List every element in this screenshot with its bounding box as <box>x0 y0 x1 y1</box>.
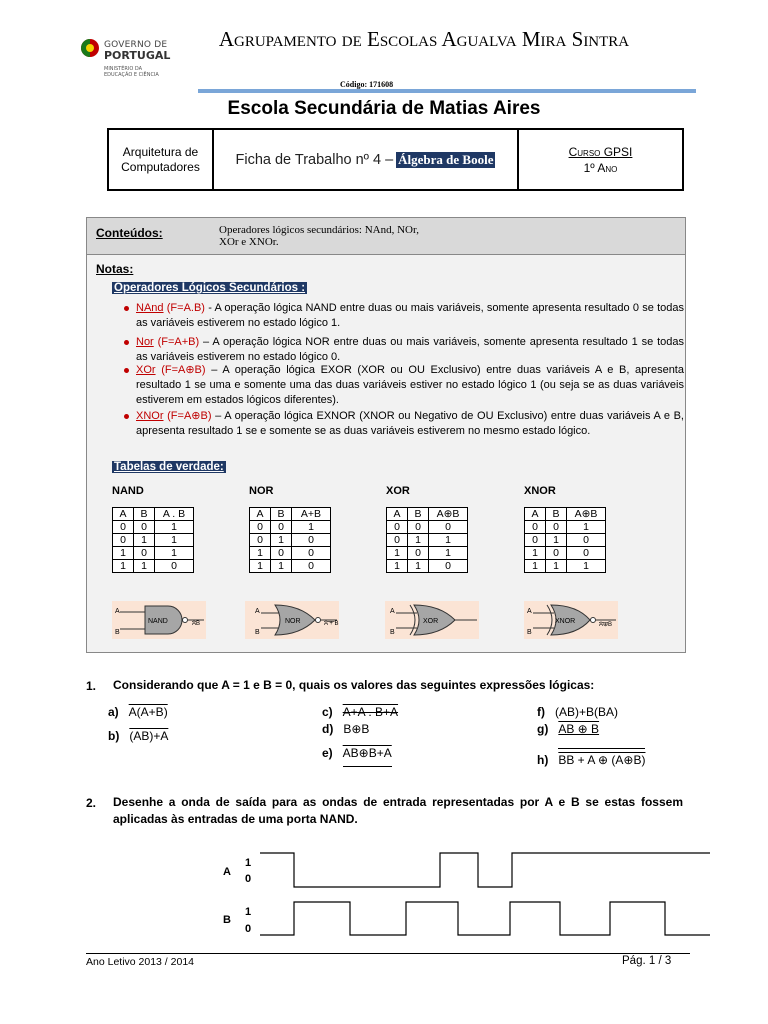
xor-gate-icon <box>385 601 479 639</box>
wave-a-low: 0 <box>245 873 252 885</box>
cell: 0 <box>292 547 331 560</box>
gate-name: NOR <box>285 618 301 625</box>
xnor-gate-icon <box>524 601 618 639</box>
xnor-name: XNOr <box>136 410 164 422</box>
cell: 1 <box>113 560 134 573</box>
gate-input-a: A <box>527 608 532 615</box>
q1-d-expr: B⊕B <box>343 722 370 736</box>
cell: 1 <box>546 560 567 573</box>
cell: 1 <box>387 547 408 560</box>
waveform-diagram <box>210 845 710 945</box>
q1-h-expr: BB + A ⊕ (A⊕B) <box>558 748 645 767</box>
q1-e-expr: AB⊕B+A <box>343 746 392 767</box>
cell: 1 <box>525 547 546 560</box>
course-name: Curso GPSI <box>568 144 633 159</box>
bullet-xnor: XNOr (F=A⊕B) – A operação lógica EXNOR (XNOR ou Negativo de OU Exclusivo) entre duas variáveis A e B, apresenta resultado 1 se e somente se as duas variáveis estiverem no mesmo estado lógico. <box>136 410 684 437</box>
q1-g-expr: AB ⊕ B <box>558 722 600 736</box>
subject-line2: Computadores <box>121 159 200 174</box>
cell: 1 <box>546 534 567 547</box>
q1-c <box>322 705 398 719</box>
th-b: B <box>271 508 292 521</box>
xnor-text: – A operação lógica EXNOR (XNOR ou Negativo de OU Exclusivo) entre duas variáveis A e B, apresenta resultado 1 se e somente se as duas variáveis estiverem no mesmo estado lógico. <box>136 410 684 437</box>
cell: 1 <box>567 560 606 573</box>
page-subtitle: Escola Secundária de Matias Aires <box>227 98 541 119</box>
cell: 1 <box>155 547 194 560</box>
gate-input-b: B <box>527 629 532 636</box>
cell: 0 <box>525 521 546 534</box>
gov-line3: MINISTÉRIO DA EDUCAÇÃO E CIÊNCIA <box>104 66 159 78</box>
cell: 0 <box>250 521 271 534</box>
truth-table-nor <box>249 507 331 573</box>
cell: 1 <box>250 560 271 573</box>
gate-input-b: B <box>390 629 395 636</box>
wave-b-label: B <box>223 914 231 926</box>
cell: 1 <box>429 534 468 547</box>
cell: 1 <box>155 521 194 534</box>
cell: 1 <box>250 547 271 560</box>
q1-a-expr: A(A+B) <box>128 705 168 719</box>
th-out: A⊕B <box>567 508 606 521</box>
cell: 0 <box>134 547 155 560</box>
th-b: B <box>134 508 155 521</box>
truth-tables-title: Tabelas de verdade: <box>114 461 224 473</box>
q1-h <box>537 753 645 767</box>
cell: 0 <box>155 560 194 573</box>
q1-h-label: h) <box>537 753 549 767</box>
gate-input-a: A <box>390 608 395 615</box>
gate-input-a: A <box>255 608 260 615</box>
gate-input-b: B <box>115 629 120 636</box>
gov-line2: PORTUGAL <box>104 49 171 62</box>
th-out: A . B <box>155 508 194 521</box>
gov-line1: GOVERNO DE <box>104 40 168 50</box>
q1-e-label: e) <box>322 746 333 760</box>
cell: 0 <box>113 521 134 534</box>
q1-c-expr: A+A . B+A <box>342 705 399 719</box>
cell: 0 <box>546 547 567 560</box>
footer-page-number: Pág. 1 / 3 <box>622 955 672 967</box>
school-title: Agrupamento de Escolas Agualva Mira Sintra <box>218 27 630 51</box>
cell: 0 <box>408 547 429 560</box>
cell: 0 <box>525 534 546 547</box>
cell: 1 <box>387 560 408 573</box>
cell: 0 <box>250 534 271 547</box>
q1-b <box>108 729 168 743</box>
worksheet-cell <box>214 130 519 189</box>
gate-output: A⊕B <box>599 622 613 628</box>
gate-name: XOR <box>423 618 439 625</box>
cell: 0 <box>429 521 468 534</box>
nor-name: Nor <box>136 336 154 348</box>
nand-text: - A operação lógica NAND entre duas ou mais variáveis, somente apresenta resultado 0 se todas as variáveis estiverem no estado lógico 1. <box>136 302 684 329</box>
q1-b-expr: (AB)+A <box>129 729 169 743</box>
cell: 0 <box>292 534 331 547</box>
xor-formula: F=A⊕B <box>164 364 202 376</box>
cell: 0 <box>134 521 155 534</box>
cell: 1 <box>408 534 429 547</box>
notes-label: Notas: <box>96 262 134 276</box>
footer-rule <box>86 953 690 954</box>
gate-name: XNOR <box>555 618 576 625</box>
cell: 0 <box>387 534 408 547</box>
gate-input-b: B <box>255 629 260 636</box>
worksheet-topic: Álgebra de Boole <box>398 151 494 167</box>
cell: 1 <box>113 547 134 560</box>
th-a: A <box>113 508 134 521</box>
school-code: Código: 171608 <box>340 80 394 89</box>
contents-line1: Operadores lógicos secundários: NAnd, NOr, <box>219 224 419 236</box>
cell: 1 <box>567 521 606 534</box>
cell: 0 <box>567 547 606 560</box>
contents-line2: XOr e XNOr. <box>219 236 279 248</box>
wave-b <box>260 902 710 935</box>
wave-b-high: 1 <box>245 906 252 918</box>
header-divider <box>198 89 696 93</box>
cell: 0 <box>113 534 134 547</box>
q2-text: Desenhe a onda de saída para as ondas de entrada representadas por A e B se estas fossem aplicadas às entradas de uma porta NAND. <box>113 795 683 826</box>
wave-a <box>260 853 710 887</box>
cell: 0 <box>292 560 331 573</box>
th-out: A⊕B <box>429 508 468 521</box>
cell: 0 <box>546 521 567 534</box>
nand-name: NAnd <box>136 302 164 314</box>
nor-gate-icon <box>245 601 339 639</box>
cell: 1 <box>155 534 194 547</box>
xnor-formula: F=A⊕B <box>170 410 208 422</box>
gate-output: AB <box>192 621 201 627</box>
q1-g <box>537 722 599 736</box>
q1-f <box>537 705 618 719</box>
th-out: A+B <box>292 508 331 521</box>
wave-a-label: A <box>223 866 231 878</box>
cell: 0 <box>271 521 292 534</box>
cell: 1 <box>525 560 546 573</box>
xor-text: – A operação lógica EXOR (XOR ou OU Exclusivo) entre duas variáveis A e B, apresenta resultado 1 se uma e somente uma das duas variáveis estiver no estado lógico 1 (ou seja se as duas variáveis estiverem em estados lógicos diferentes). <box>136 364 684 406</box>
cell: 0 <box>387 521 408 534</box>
nor-text: – A operação lógica NOR entre duas ou mais variáveis, somente apresenta resultado 1 se todas as variáveis estiverem no estado lógico 0. <box>136 336 684 363</box>
q1-d <box>322 722 369 736</box>
wave-b-low: 0 <box>245 923 252 935</box>
q1-f-label: f) <box>537 705 545 719</box>
subject-line1: Arquitetura de <box>122 144 199 159</box>
th-a: A <box>387 508 408 521</box>
cell: 1 <box>292 521 331 534</box>
cell: 0 <box>271 547 292 560</box>
truth-table-xnor <box>524 507 606 573</box>
cell: 1 <box>429 547 468 560</box>
gate-input-a: A <box>115 608 120 615</box>
q1-a <box>108 705 168 719</box>
cell: 1 <box>408 560 429 573</box>
cell: 1 <box>271 534 292 547</box>
contents-text <box>219 224 459 248</box>
cell: 0 <box>567 534 606 547</box>
course-cell <box>519 130 682 189</box>
q1-b-label: b) <box>108 729 120 743</box>
cell: 1 <box>134 534 155 547</box>
bullet-nand: NAnd (F=A.B) - A operação lógica NAND entre duas ou mais variáveis, somente apresenta resultado 0 se todas as variáveis estiverem no estado lógico 1. <box>136 302 684 329</box>
cell: 1 <box>134 560 155 573</box>
table-label-nor: NOR <box>249 485 274 497</box>
info-table <box>107 128 684 191</box>
course-year: 1º Ano <box>583 160 618 175</box>
q1-g-label: g) <box>537 722 549 736</box>
bullet-xor: XOr (F=A⊕B) – A operação lógica EXOR (XOR ou OU Exclusivo) entre duas variáveis A e B, apresenta resultado 1 se uma e somente uma das duas variáveis estiver no estado lógico 1 (ou seja se as duas variáveis estiverem em estados lógicos diferentes). <box>136 364 684 406</box>
wave-a-high: 1 <box>245 857 252 869</box>
truth-table-xor <box>386 507 468 573</box>
q1-f-expr: (AB)+B(BA) <box>555 705 619 719</box>
worksheet-title: Ficha de Trabalho nº 4 – <box>235 151 394 168</box>
q2-number: 2. <box>86 796 97 810</box>
q1-text: Considerando que A = 1 e B = 0, quais os valores das seguintes expressões lógicas: <box>113 678 595 692</box>
gate-name: NAND <box>148 618 168 625</box>
q1-a-label: a) <box>108 705 119 719</box>
q1-d-label: d) <box>322 722 334 736</box>
xor-name: XOr <box>136 364 156 376</box>
table-label-nand: NAND <box>112 485 144 497</box>
cell: 0 <box>429 560 468 573</box>
footer-school-year: Ano Letivo 2013 / 2014 <box>86 956 195 968</box>
th-b: B <box>408 508 429 521</box>
table-label-xnor: XNOR <box>524 485 556 497</box>
nand-formula: F=A.B <box>170 302 202 314</box>
nor-formula: F=A+B <box>161 336 196 348</box>
gate-output: A + B <box>324 621 339 627</box>
q1-e <box>322 746 392 760</box>
cell: 1 <box>271 560 292 573</box>
subject-cell <box>109 130 214 189</box>
truth-table-nand <box>112 507 194 573</box>
operators-title: Operadores Lógicos Secundários : <box>114 282 306 294</box>
th-a: A <box>250 508 271 521</box>
th-a: A <box>525 508 546 521</box>
q1-c-label: c) <box>322 705 333 719</box>
contents-label: Conteúdos: <box>96 226 163 240</box>
table-label-xor: XOR <box>386 485 410 497</box>
q1-number: 1. <box>86 679 97 693</box>
th-b: B <box>546 508 567 521</box>
bullet-nor: Nor (F=A+B) – A operação lógica NOR entre duas ou mais variáveis, somente apresenta resultado 1 se todas as variáveis estiverem no estado lógico 0. <box>136 336 684 363</box>
cell: 0 <box>408 521 429 534</box>
nand-gate-icon <box>112 601 206 639</box>
